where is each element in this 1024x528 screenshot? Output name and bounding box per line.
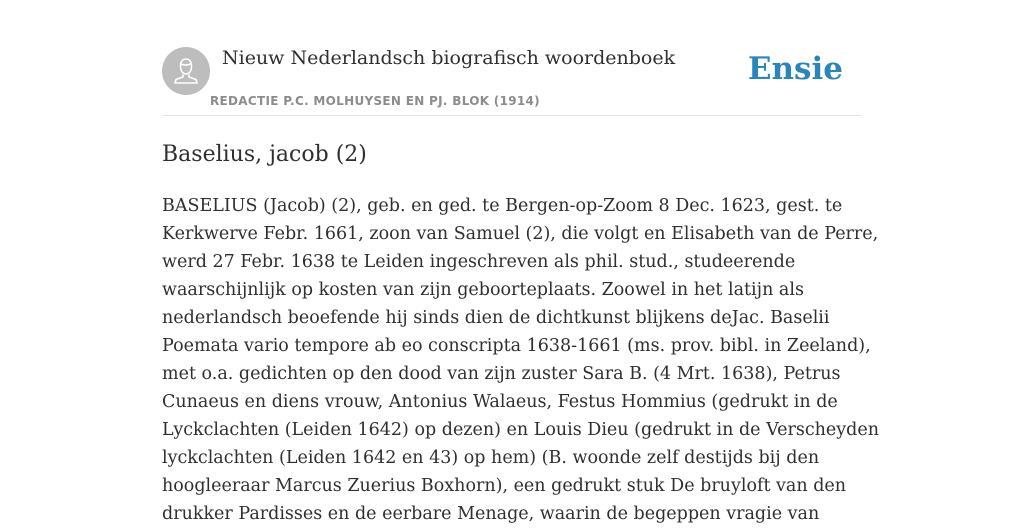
entry-body-line: lyckclachten (Leiden 1642 en 43) op hem) (B. woonde zelf destijds bij den (162, 448, 820, 468)
source-title[interactable]: Nieuw Nederlandsch biografisch woordenboek (222, 47, 676, 69)
user-silhouette-icon (162, 47, 210, 95)
entry-body-line: Cunaeus en diens vrouw, Antonius Walaeus, Festus Hommius (gedrukt in de (162, 392, 838, 412)
header-divider (162, 115, 862, 116)
entry-body-line: waarschijnlijk op kosten van zijn geboorteplaats. Zoowel in het latijn als (162, 280, 804, 300)
entry-body-line: hoogleeraar Marcus Zuerius Boxhorn), een gedrukt stuk De bruyloft van den (162, 476, 847, 496)
entry-body-line: Poemata vario tempore ab eo conscripta 1638-1661 (ms. prov. bibl. in Zeeland), (162, 336, 871, 356)
entry-title: Baselius, jacob (2) (162, 142, 367, 167)
entry-body-line: met o.a. gedichten op den dood van zijn zuster Sara B. (4 Mrt. 1638), Petrus (162, 364, 841, 384)
entry-body-line: Kerkwerve Febr. 1661, zoon van Samuel (2), die volgt en Elisabeth van de Perre, (162, 224, 879, 244)
brand-logo-link[interactable]: Ensie (747, 51, 843, 87)
entry-body-line: drukker Pardisses en de eerbare Menage, waarin de begeppen vragie van (162, 504, 820, 524)
entry-body-line: BASELIUS (Jacob) (2), geb. en ged. te Bergen-op-Zoom 8 Dec. 1623, gest. te (162, 196, 843, 216)
source-subtitle: REDACTIE P.C. MOLHUYSEN EN PJ. BLOK (1914) (210, 94, 540, 108)
entry-body (162, 192, 879, 528)
entry-body-line: werd 27 Febr. 1638 te Leiden ingeschreven als phil. stud., studeerende (162, 252, 796, 272)
entry-body-line: nederlandsch beoefende hij sinds dien de dichtkunst blijkens deJac. Baselii (162, 308, 830, 328)
entry-body-line: Lyckclachten (Leiden 1642) op dezen) en Louis Dieu (gedrukt in de Verscheyden (162, 420, 879, 440)
